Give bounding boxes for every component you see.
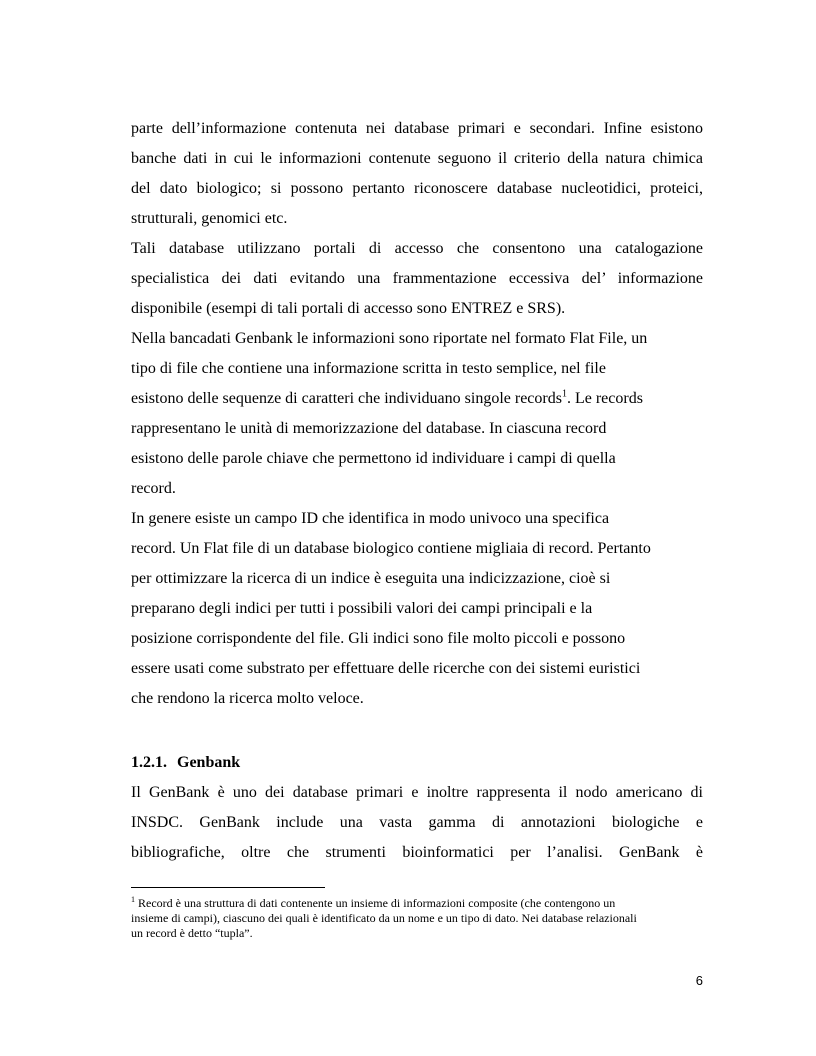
text-line: rappresentano le unità di memorizzazione del database. In ciascuna record (131, 420, 607, 437)
text-line: record. Un Flat file di un database biologico contiene migliaia di record. Pertanto (131, 540, 651, 557)
text-line: In genere esiste un campo ID che identifica in modo univoco una specifica (131, 510, 610, 527)
footnote-line: un record è detto “tupla”. (131, 926, 253, 940)
footnote-reference[interactable]: 1 (561, 388, 567, 400)
text-line: INSDC. GenBank include una vasta gamma di annotazioni biologiche e (131, 814, 703, 831)
footnote-line: insieme di campi), ciascuno dei quali è identificato da un nome e un tipo di dato. Nei database relazionali (131, 911, 637, 925)
text-segment: esistono delle sequenze di caratteri che individuano singole records (131, 390, 562, 407)
text-line: record. (131, 480, 176, 497)
text-line: bibliografiche, oltre che strumenti bioinformatici per l’analisi. GenBank è (131, 844, 703, 861)
body-text (131, 114, 703, 714)
page-number: 6 (695, 973, 703, 988)
text-line: Nella bancadati Genbank le informazioni sono riportate nel formato Flat File, un (131, 330, 648, 347)
text-line: posizione corrispondente del file. Gli indici sono file molto piccoli e possono (131, 630, 626, 647)
text-line: che rendono la ricerca molto veloce. (131, 690, 364, 707)
footnote-line (131, 896, 703, 911)
text-line: specialistica dei dati evitando una frammentazione eccessiva del’ informazione (131, 270, 703, 287)
text-line: tipo di file che contiene una informazione scritta in testo semplice, nel file (131, 360, 606, 377)
footnote-mark: 1 (131, 895, 135, 904)
footnote (131, 896, 703, 941)
text-line: essere usati come substrato per effettuare delle ricerche con dei sistemi euristici (131, 660, 641, 677)
text-line: Tali database utilizzano portali di accesso che consentono una catalogazione (131, 240, 703, 257)
text-line: esistono delle parole chiave che permettono id individuare i campi di quella (131, 450, 616, 467)
text-segment: . Le records (566, 390, 643, 407)
section-body (131, 778, 703, 868)
text-line: del dato biologico; si possono pertanto riconoscere database nucleotidici, proteici, (131, 180, 703, 197)
text-line: preparano degli indici per tutti i possibili valori dei campi principali e la (131, 600, 593, 617)
text-line: strutturali, genomici etc. (131, 210, 288, 227)
text-line: disponibile (esempi di tali portali di accesso sono ENTREZ e SRS). (131, 300, 566, 317)
section-heading (131, 748, 240, 778)
section-title: Genbank (177, 754, 241, 771)
footnote-text: Record è una struttura di dati contenente un insieme di informazioni composite (che contengono un (135, 896, 616, 910)
text-line: per ottimizzare la ricerca di un indice è eseguita una indicizzazione, cioè si (131, 570, 611, 587)
text-line: parte dell’informazione contenuta nei database primari e secondari. Infine esistono (131, 120, 703, 137)
text-line: banche dati in cui le informazioni contenute seguono il criterio della natura chimica (131, 150, 703, 167)
text-line-with-footnote-ref (131, 384, 703, 414)
section-number: 1.2.1. (131, 754, 167, 771)
text-line: Il GenBank è uno dei database primari e inoltre rappresenta il nodo americano di (131, 784, 703, 801)
footnote-separator (131, 887, 325, 888)
